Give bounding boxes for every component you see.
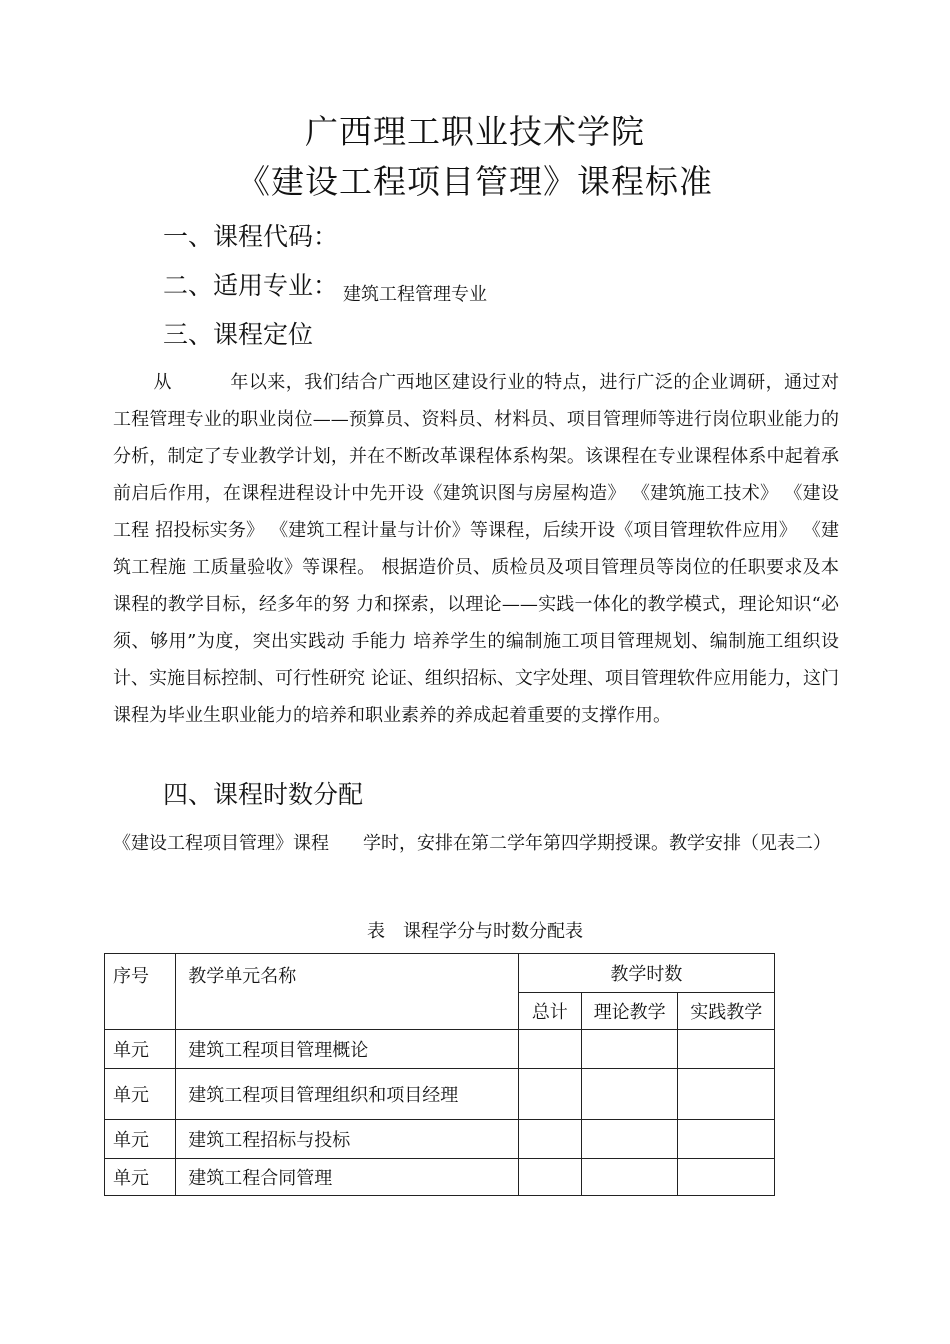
table-caption bbox=[0, 917, 950, 943]
row-unit-name: 建筑工程招标与投标 bbox=[176, 1120, 518, 1159]
section-course-positioning: 三、课程定位 bbox=[163, 320, 314, 349]
header-teaching-hours: 教学时数 bbox=[518, 954, 774, 993]
hours-lead: 《建设工程项目管理》课程 bbox=[113, 833, 329, 854]
section-hours-allocation: 四、课程时数分配 bbox=[163, 780, 364, 809]
row-practice bbox=[678, 1159, 775, 1196]
row-total bbox=[518, 1069, 581, 1120]
table-row bbox=[105, 1159, 775, 1196]
section-course-code: 一、课程代码： bbox=[163, 222, 339, 251]
row-no: 单元 bbox=[105, 1069, 176, 1120]
row-unit-name: 建筑工程项目管理组织和项目经理 bbox=[176, 1069, 518, 1120]
header-practice: 实践教学 bbox=[678, 993, 775, 1030]
hours-table bbox=[104, 953, 775, 1196]
row-total bbox=[518, 1030, 581, 1069]
row-unit-name: 建筑工程合同管理 bbox=[176, 1159, 518, 1196]
section-applicable-major: 二、适用专业： bbox=[163, 271, 339, 300]
row-practice bbox=[678, 1030, 775, 1069]
header-theory: 理论教学 bbox=[581, 993, 678, 1030]
positioning-paragraph bbox=[113, 364, 839, 734]
header-total: 总计 bbox=[518, 993, 581, 1030]
row-practice bbox=[678, 1120, 775, 1159]
positioning-lead: 从 bbox=[153, 372, 172, 393]
positioning-body: 年以来，我们结合广西地区建设行业的特点，进行广泛的企业调研，通过对 工程管理专业的职业岗位——预算员、资料员、材料员、项目管理师等进行岗位职业能力的 分析，制定了专业教学计划，并在不断改革课程体系构架。该课程在专业课程体系中起着承 前启后作用，在课程进程设计中先开设《建筑识图与房屋构造》 《建筑施工技术》 《建设工程 招投标实务》 《建筑工程计量与计价》等课程，后续开设《项目管理软件应用》 《建筑工程施 工质量验收》等课程。 根据造价员、质检员及项目管理员等岗位的任职要求及本课程的教学目标，经多年的努 力和探索，以理论——实践一体化的教学模式，理论知识“必须、够用”为度，突出实践动 手能力 培养学生的编制施工项目管理规划、编制施工组织设计、实施目标控制、可行性研究 论证、组织招标、文字处理、项目管理软件应用能力，这门课程为毕业生职业能力的培养和职业素养的养成起着重要的支撑作用。 bbox=[113, 372, 840, 726]
table-caption-prefix: 表 bbox=[367, 921, 385, 942]
row-total bbox=[518, 1159, 581, 1196]
row-no: 单元 bbox=[105, 1030, 176, 1069]
table-caption-text: 课程学分与时数分配表 bbox=[403, 921, 583, 942]
table-header-row bbox=[105, 954, 775, 993]
row-no: 单元 bbox=[105, 1159, 176, 1196]
row-theory bbox=[581, 1159, 678, 1196]
row-theory bbox=[581, 1030, 678, 1069]
header-unit-name: 教学单元名称 bbox=[176, 954, 518, 1030]
row-practice bbox=[678, 1069, 775, 1120]
hours-body: 学时，安排在第二学年第四学期授课。教学安排（见表二） bbox=[363, 833, 831, 854]
header-no: 序号 bbox=[105, 954, 176, 1030]
row-theory bbox=[581, 1069, 678, 1120]
school-title: 广西理工职业技术学院 bbox=[305, 112, 645, 151]
table-row bbox=[105, 1030, 775, 1069]
row-theory bbox=[581, 1120, 678, 1159]
row-unit-name: 建筑工程项目管理概论 bbox=[176, 1030, 518, 1069]
course-standard-title: 《建设工程项目管理》课程标准 bbox=[237, 162, 713, 201]
hours-paragraph bbox=[113, 824, 839, 863]
table-row bbox=[105, 1120, 775, 1159]
applicable-major-value: 建筑工程管理专业 bbox=[343, 284, 487, 305]
row-total bbox=[518, 1120, 581, 1159]
table-row bbox=[105, 1069, 775, 1120]
row-no: 单元 bbox=[105, 1120, 176, 1159]
